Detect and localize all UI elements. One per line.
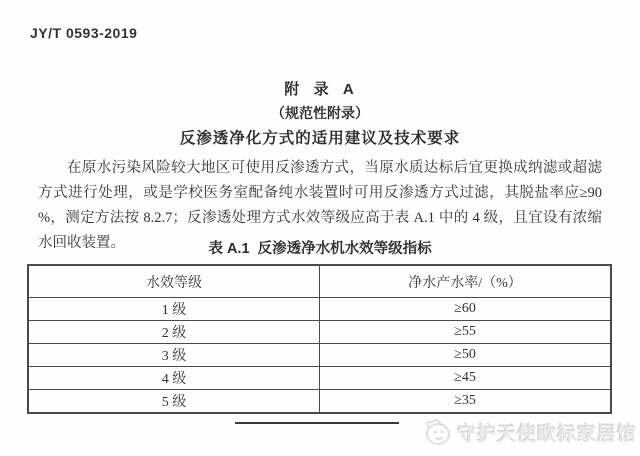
watermark-text: 守护天使欧标家居馆 [456,423,637,445]
rate-cell: ≥45 [320,367,612,390]
table-row [28,367,611,390]
appendix-subtitle: （规范性附录） [271,105,369,121]
grade-cell: 4 级 [28,367,320,390]
table-row [28,321,611,344]
body-paragraph: 在原水污染风险较大地区可使用反渗透方式，当原水质达标后宜更换成纳滤或超滤方式进行处理，或是学校医务室配备纯水装置时可用反渗透方式过滤，其脱盐率应≥90 %，测定方法按 8.2.7；反渗透处理方式水效等级应高于表 A.1 中的 4 级，且宜设有浓缩水回收装置。 [38,160,602,251]
header-grade: 水效等级 [28,265,320,298]
rate-cell: ≥50 [320,344,612,367]
rate-cell: ≥60 [320,298,612,321]
grade-cell: 2 级 [28,321,320,344]
grade-cell: 1 级 [28,298,320,321]
table-caption: 表 A.1 反渗透净水机水效等级指标 [208,241,432,257]
water-efficiency-table [27,264,612,414]
standard-doc-number: JY/T 0593-2019 [30,25,138,41]
table-row [28,344,611,367]
header-rate: 净水产水率/（%） [320,265,612,298]
watermark [420,415,637,449]
page-footer-rule [235,422,399,424]
cartoon-mascot-logo-icon [420,415,454,449]
rate-cell: ≥55 [320,321,612,344]
appendix-heading: 反渗透净化方式的适用建议及技术要求 [179,130,461,147]
grade-cell: 5 级 [28,390,320,414]
appendix-title: 附 录 A [284,81,356,98]
table-header-row [28,265,611,298]
table-row [28,298,611,321]
grade-cell: 3 级 [28,344,320,367]
rate-cell: ≥35 [320,390,612,414]
table-row [28,390,611,414]
